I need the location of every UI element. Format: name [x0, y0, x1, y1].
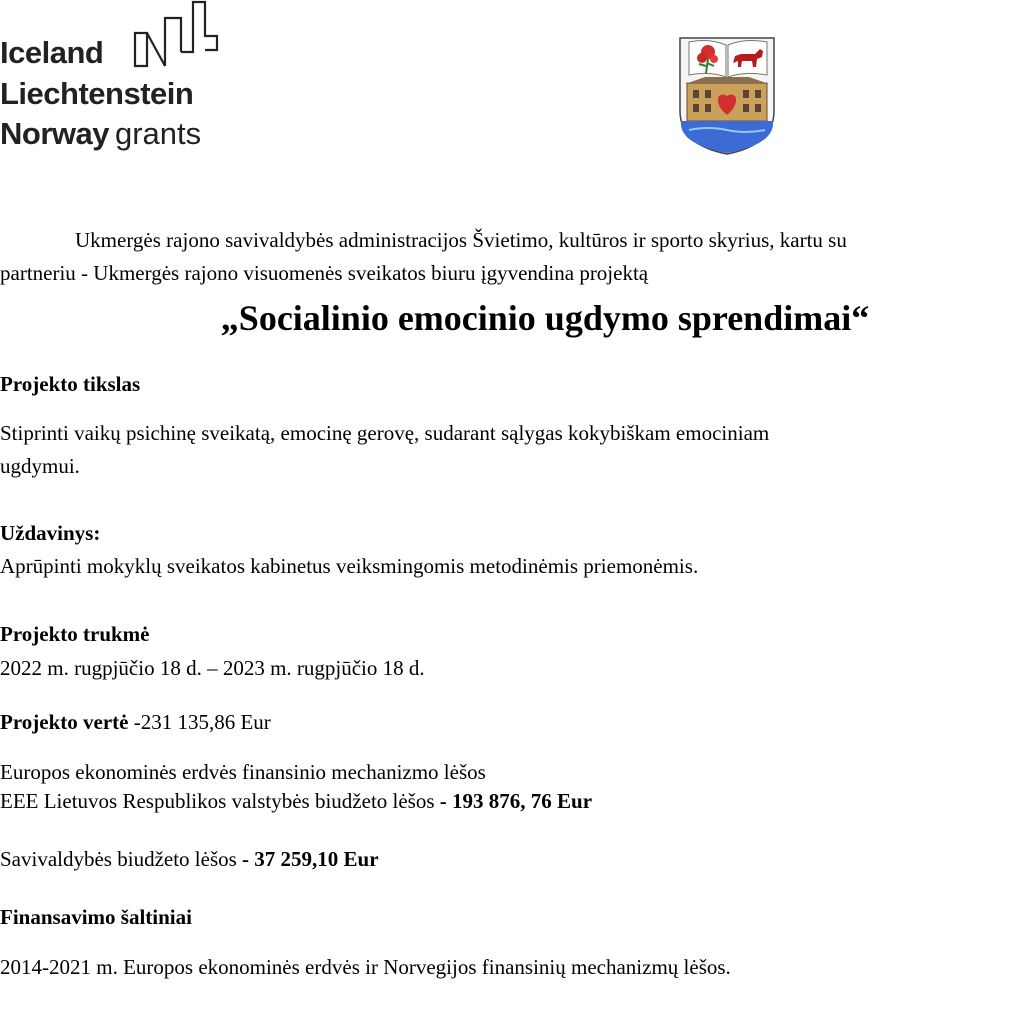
coat-of-arms-icon [675, 33, 779, 157]
intro-line-2: partneriu - Ukmergės rajono visuomenės sveikatos biuru įgyvendina projektą [0, 261, 649, 285]
eea-logo-word-norway-grants [0, 118, 201, 150]
eea-logo-word-liechtenstein: Liechtenstein [0, 76, 194, 111]
goal-text-line-1: Stiprinti vaikų psichinę sveikatą, emocinę gerovę, sudarant sąlygas kokybiškam emociniam [0, 421, 770, 445]
funding-line-1: Europos ekonominės erdvės finansinio mechanizmo lėšos [0, 760, 486, 784]
funding-line-2-text: EEE Lietuvos Respublikos valstybės biudžeto lėšos [0, 789, 440, 813]
eea-logo-word-norway: Norway [0, 116, 109, 151]
task-text: Aprūpinti mokyklų sveikatos kabinetus veiksmingomis metodinėmis priemonėmis. [0, 554, 699, 578]
funding-line-3-text: Savivaldybės biudžeto lėšos [0, 847, 243, 871]
eea-grants-logo-mark [133, 0, 219, 70]
goal-text-line-2: ugdymui. [0, 454, 80, 478]
eea-logo-word-iceland: Iceland [0, 35, 104, 70]
duration-text: 2022 m. rugpjūčio 18 d. – 2023 m. rugpjūčio 18 d. [0, 656, 425, 680]
project-value-amount: -231 135,86 Eur [128, 710, 271, 734]
project-value-label: Projekto vertė [0, 710, 129, 734]
eea-logo-word-grants: grants [114, 116, 202, 151]
task-heading: Uždavinys: [0, 521, 101, 545]
eea-grants-logo [0, 0, 230, 160]
intro-line-1-text: Ukmergės rajono savivaldybės administracijos Švietimo, kultūros ir sporto skyrius, kartu su [75, 228, 847, 252]
funding-line-3-amount: - 37 259,10 Eur [242, 847, 379, 871]
project-title: „Socialinio emocinio ugdymo sprendimai“ [220, 298, 870, 338]
project-value-line [0, 706, 271, 738]
funding-line-3 [0, 843, 379, 875]
sources-text: 2014-2021 m. Europos ekonominės erdvės ir Norvegijos finansinių mechanizmų lėšos. [0, 955, 731, 979]
sources-heading: Finansavimo šaltiniai [0, 905, 192, 929]
funding-line-2 [0, 785, 592, 817]
goal-heading: Projekto tikslas [0, 372, 141, 396]
funding-line-2-amount: - 193 876, 76 Eur [439, 789, 593, 813]
duration-heading: Projekto trukmė [0, 622, 150, 646]
intro-line-1 [0, 224, 847, 256]
